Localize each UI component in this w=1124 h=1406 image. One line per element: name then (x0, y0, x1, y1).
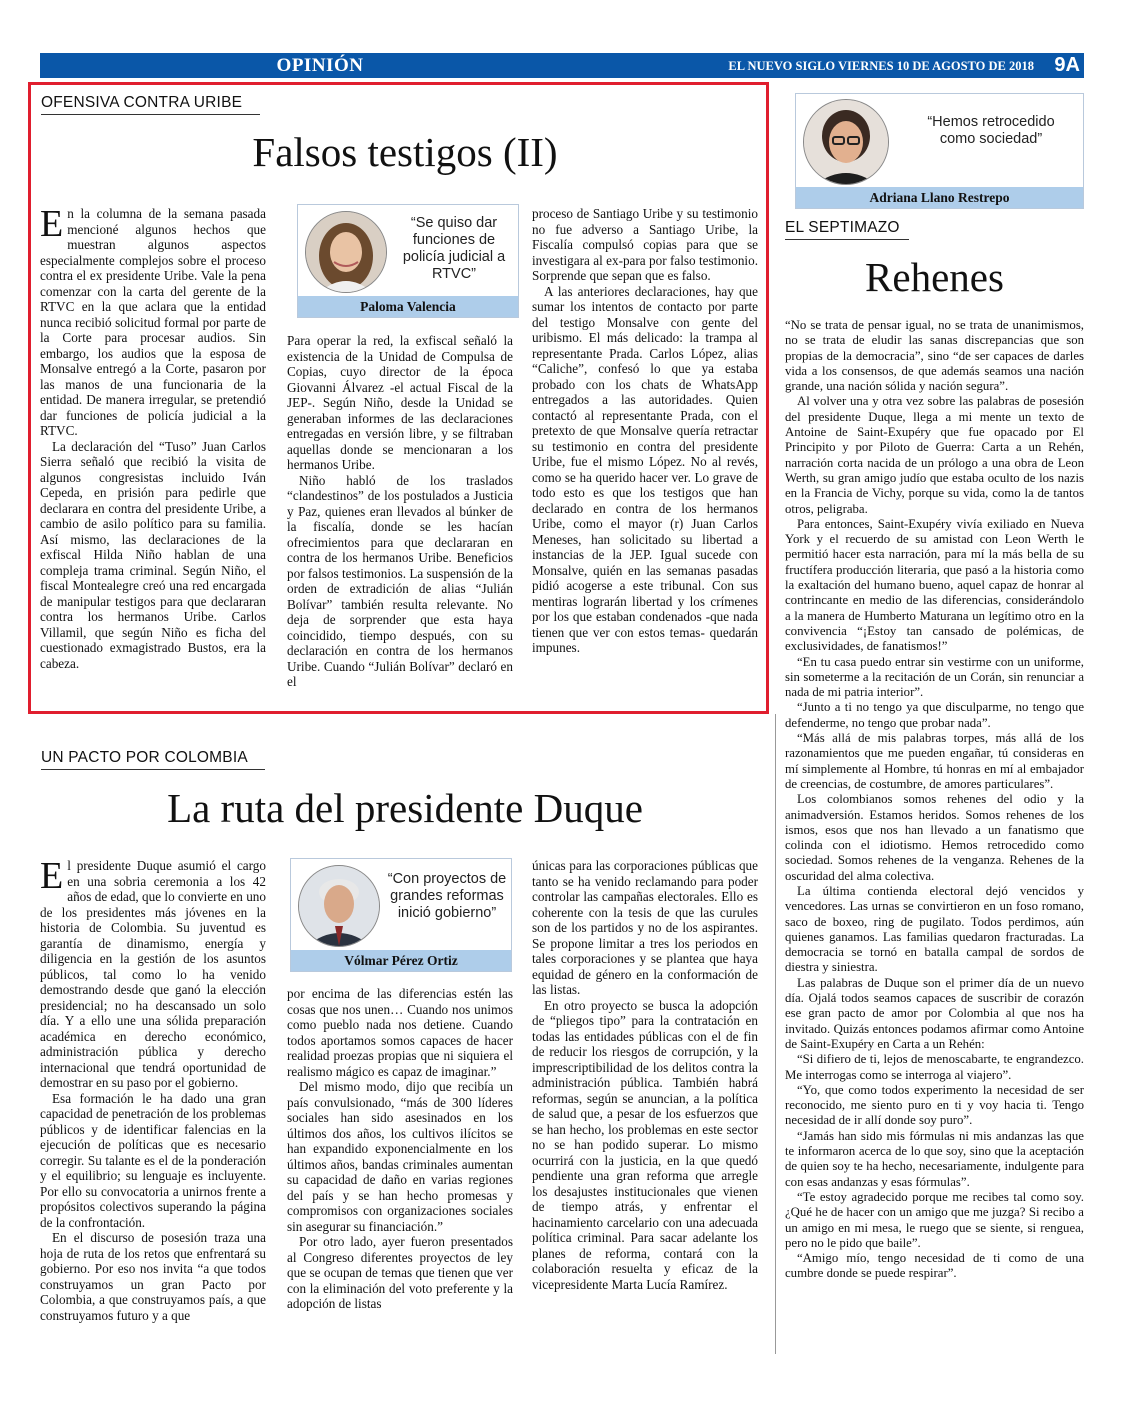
paragraph: n la columna de la semana pasada mencioné algunos hechos que muestran algunos aspectos especialmente complejos sobre el proceso contra el ex presidente Uribe. Vale la pena comenzar con la carta del gerente de la RTVC en la que aclara que la entidad nunca recibió solicitud formal por parte de la Corte para procesar audios. Sin embargo, los audios que la esposa de Monsalve entregó a la Corte, pasaron por las manos de una funcionaria de la entidad. De manera irregular, se pretendió dar funciones de policía judicial a la RTVC. (40, 206, 266, 438)
article3-author-box (795, 93, 1084, 209)
paragraph: únicas para las corporaciones públicas que tanto se ha venido reclamando para poder controlar las campañas electorales. Ello es coherente con la tesis de que las curules son de los partidos y no de los aspirantes. Se propone limitar a tres los periodos en tales corporaciones y se plantea que haya equidad de género en la conformación de las listas. (532, 858, 758, 997)
paragraph: “Jamás han sido mis fórmulas ni mis andanzas las que te informaron acerca de lo que soy, sino que la aceptación de quien soy te ha hecho, necesariamente, indulgente para con esas andanzas y esas fórmulas”. (785, 1128, 1084, 1189)
page-header-bar (40, 53, 1084, 78)
article2-column-2 (287, 986, 513, 1348)
author-name: Vólmar Pérez Ortiz (291, 950, 511, 971)
paragraph: Las palabras de Duque son el primer día de un nuevo día. Ojalá todos seamos capaces de suscribir de corazón ese gran pacto de amor por Colombia al que nos ha invitado. Quizás entonces podamos afirmar como Antoine de Saint-Exupéry en Carta a un Rehén: (785, 975, 1084, 1051)
page-number: 9A (1054, 54, 1080, 76)
paragraph: La declaración del “Tuso” Juan Carlos Sierra señaló que recibió la visita de algunos congresistas incluido Iván Cepeda, en prisión para pedirle que declarara en contra del presidente Uribe, a cambio de asilo político para su familia. Así mismo, las declaraciones de la exfiscal Hilda Niño hablan de una compleja trama criminal. Según Niño, el fiscal Montealegre creó una red encargada de manipular testigos para que declararan contra los hermanos Uribe. Carlos Villamil, que según Niño es ficha del cuestionado exmagistrado Bustos, era la cabeza. (40, 438, 266, 671)
paragraph: En otro proyecto se busca la adopción de “pliegos tipo” para la contratación en todas las entidades públicas con el de fin de reducir los riesgos de corrupción, y la imprescriptibilidad de los delitos contra la administración pública. También habrá reformas, según se anuncian, a la política de salud que, a pesar de los esfuerzos que se han hecho, los problemas en este sector no se han podido superar. Lo mismo ocurrirá con la justicia, en la que quedó pendiente una gran reforma que arregle los desajustes institucionales que vienen de tiempo atrás, y enfrentar el hacinamiento carcelario con una adecuada política criminal. Para sacar adelante los planes de reforma, contará con la colaboración resuelta y eficaz de la vicepresidente Marta Lucía Ramírez. (532, 997, 758, 1292)
paragraph: l presidente Duque asumió el cargo en una sobria ceremonia a los 42 años de edad, que lo convierte en uno de los presidentes más jóvenes en la historia de Colombia. Su juventud es garantía de dinamismo, energía y diligencia en la gestión de los asuntos públicos, tal como lo ha venido demostrando desde que ganó la elección presidencial; no ha descansado un solo día. Y a ello une una sólida preparación académica en derecho económico, administración pública y derecho internacional que tendrá oportunidad de demostrar en su paso por el gobierno. (40, 858, 266, 1090)
article1-column-1 (40, 206, 266, 700)
article3-title: Rehenes (865, 254, 1004, 300)
article2-author-box (290, 858, 512, 972)
author-name: Adriana Llano Restrepo (796, 187, 1083, 208)
paragraph: Por otro lado, ayer fueron presentados al Congreso diferentes proyectos de ley que se ocupan de temas que tienen que ver con la eliminación del voto preferente y la adopción de listas (287, 1234, 513, 1311)
paragraph: “En tu casa puedo entrar sin vestirme con un uniforme, sin someterme a la recitación de un Corán, sin renunciar a nada de mi patria interior”. (785, 654, 1084, 700)
paragraph: En el discurso de posesión traza una hoja de ruta de los retos que enfrentará su gobierno. Por eso nos invita “a que todos construyamos un gran Pacto por Colombia, a que construyamos país, a que construyamos futuro y a que (40, 1230, 266, 1323)
article3-column (785, 318, 1084, 1354)
paragraph: Al volver una y otra vez sobre las palabras de posesión del presidente Duque, llega a mi mente un texto de Antoine de Saint-Exupéry que fue opacado por El Principito y por Piloto de Guerra: Carta a un Rehén, narración corta nacida de un prólogo a una obra de Leon Werth, su gran amigo judío que estaba oculto de los nazis en la Francia de Vichy, porque su vida, como la de tantos otros, peligraba. (785, 394, 1084, 516)
paragraph: “Amigo mío, tengo necesidad de ti como de una cumbre donde se puede respirar”. (785, 1251, 1084, 1281)
paper-date-line: EL NUEVO SIGLO VIERNES 10 DE AGOSTO DE 2018 (728, 59, 1034, 73)
article1-kicker: OFENSIVA CONTRA URIBE (41, 94, 260, 115)
paragraph: “Yo, que como todos experimento la necesidad de ser reconocido, me siento puro en ti y voy hacia ti. Tengo necesidad de ir allí donde soy puro”. (785, 1082, 1084, 1128)
paragraph: La última contienda electoral dejó vencidos y vencedores. Las urnas se convirtieron en un foso romano, saco de boxeo, ring de pugilato. Todos perdimos, aún quienes ganamos. Las familias quedaron fracturadas. La democracia se tornó en batalla campal de sordos de diestra y siniestra. (785, 883, 1084, 975)
paragraph: Esa formación le ha dado una gran capacidad de penetración de los problemas públicos y de identificar falencias en la ejecución de políticas que es necesario corregir. Su talante es el de la ponderación y el equilibrio; su lenguaje es incluyente. Por ello su convocatoria a unirnos frente a propósitos colectivos superando la página de la confrontación. (40, 1090, 266, 1230)
article2-column-3 (532, 858, 758, 1348)
paragraph: A las anteriores declaraciones, hay que sumar los intentos de contacto por parte del testigo Monsalve con gente del uribismo. El más delicado: la trampa al representante Prada. Carlos López, alias “Caliche”, confesó lo que ya estaba probado con los chats de WhatsApp entregados a las autoridades. Quien contactó al representante Prada, con el pretexto de que Monsalve quería retractar su testimonio en contra del presidente Uribe, fue el mismo López. No al revés, como se ha querido hacer ver. Lo grave de todo esto es que los testigos que han declarado en contra de los hermanos Uribe, como el mayor (r) Juan Carlos Meneses, han solicitado su libertad a instancias de la JEP. Igual sucede con Monsalve, quién en las semanas pasadas pidió acogerse a este tribunal. Con sus mentiras lograrán libertad y los crímenes por los que estaban condenados -que nada tienen que ver con estos temas- quedarán impunes. (532, 283, 758, 655)
article3-kicker: EL SEPTIMAZO (785, 219, 909, 240)
pull-quote: “Hemos retrocedido como sociedad” (927, 114, 1055, 147)
section-name: OPINIÓN (276, 55, 364, 76)
pull-quote: “Con proyectos de grandes reformas inició gobierno” (387, 871, 507, 921)
article2-title: La ruta del presidente Duque (167, 785, 643, 831)
column-divider (775, 714, 776, 1354)
paragraph: “No se trata de pensar igual, no se trata de unanimismos, no se trata de eludir las sanas discrepancias que son propias de la democracia”, sino “de ser capaces de darles vida a los consensos, de que además seamos una nación grande, una nación sólida y nación segura”. (785, 318, 1084, 394)
article1-column-2 (287, 333, 513, 699)
paragraph: Para operar la red, la exfiscal señaló la existencia de la Unidad de Compulsa de Copias, cuyo director de la época Giovanni Álvarez -el actual Fiscal de la JEP-. Según Niño, desde la Unidad se generaban informes de las declaraciones entregadas en versión libre, y se filtraban aquellas donde se mencionaran a los hermanos Uribe. (287, 333, 513, 472)
paragraph: Para entonces, Saint-Exupéry vivía exiliado en Nueva York y el recuerdo de su amistad con Leon Werth le permitió hacer esta narración, para mí la más bella de su fructífera producción literaria, que pasó a la historia como la exaltación del humano bueno, aquel capaz de honrar al contrincante en medio de las diferencias, considerándolo a la manera de Humberto Maturana un legítimo otro en la convivencia “¡Estoy tan cansado de polémicas, de exclusividades, de fanatismos!” (785, 516, 1084, 654)
paragraph: Niño habló de los traslados “clandestinos” de los postulados a Justicia y Paz, quienes eran llevados al búnker de la fiscalía, donde se les hacían ofrecimientos para que declararan en contra de los hermanos Uribe. Beneficios por falsos testimonios. La suspensión de la orden de extradición de alias “Julián Bolívar” también resulta relevante. No deja de sorprender que esta haya coincidido, tiempo después, con su declaración en contra de los hermanos Uribe. Cuando “Julián Bolívar” declaró en el (287, 472, 513, 689)
article1-title: Falsos testigos (II) (252, 129, 558, 175)
article1-column-3 (532, 206, 758, 706)
author-portrait-icon (305, 211, 387, 293)
paragraph: “Te estoy agradecido porque me recibes tal como soy. ¿Qué he de hacer con un amigo que me juzga? Si recibo a un amigo en mi mesa, le ruego que se siente, si renguea, pero no le pido que baile”. (785, 1189, 1084, 1250)
paragraph: por encima de las diferencias estén las cosas que nos unen… Cuando nos unimos como pueblo nada nos detiene. Cuando todos aportamos somos capaces de hacer realidad proezas propias que ni siquiera el realismo mágico es capaz de imaginar.” (287, 986, 513, 1079)
paragraph: “Junto a ti no tengo ya que disculparme, no tengo que defenderme, no tengo que probar nada”. (785, 700, 1084, 730)
author-name: Paloma Valencia (298, 296, 518, 317)
article1-author-box (297, 204, 519, 318)
paragraph: Los colombianos somos rehenes del odio y la animadversión. Estamos heridos. Somos rehenes de los ismos, esos que nos han llevado a un fanatismo que colinda con el idiotismo. Hemos retrocedido como sociedad. Somos rehenes de la venganza. Rehenes de la oscuridad del alma colectiva. (785, 792, 1084, 883)
dropcap: E (40, 206, 64, 245)
dropcap: E (40, 858, 64, 897)
paragraph: “Más allá de mis palabras torpes, más allá de los razonamientos que me pueden engañar, tú consideras en mí simplemente al Hombre, tú honras en mí al embajador de creencias, de costumbre, de amores particulares”. (785, 731, 1084, 791)
paragraph: “Si difiero de ti, lejos de menoscabarte, te engrandezco. Me interrogas como se interroga al viajero”. (785, 1052, 1084, 1082)
pull-quote: “Se quiso dar funciones de policía judicial a RTVC” (402, 215, 506, 282)
paragraph: Del mismo modo, dijo que recibía un país convulsionado, “más de 300 líderes sociales han sido asesinados en los últimos dos años, los cultivos ilícitos se han expandido exponencialmente en los últimos años, bandas criminales aumentan su capacidad de daño en varias regiones del país y se han hecho promesas y compromisos con organizaciones sociales sin asegurar su financiación.” (287, 1079, 513, 1234)
author-portrait-icon (298, 865, 380, 947)
paragraph: proceso de Santiago Uribe y su testimonio no fue adverso a Santiago Uribe, la Fiscalía compulsó copias para que se investigara al ex-para por falso testimonio. Sorprende que sepan que es falso. (532, 206, 758, 283)
author-portrait-icon (803, 99, 889, 185)
article2-column-1 (40, 858, 266, 1348)
article2-kicker: UN PACTO POR COLOMBIA (41, 749, 265, 770)
